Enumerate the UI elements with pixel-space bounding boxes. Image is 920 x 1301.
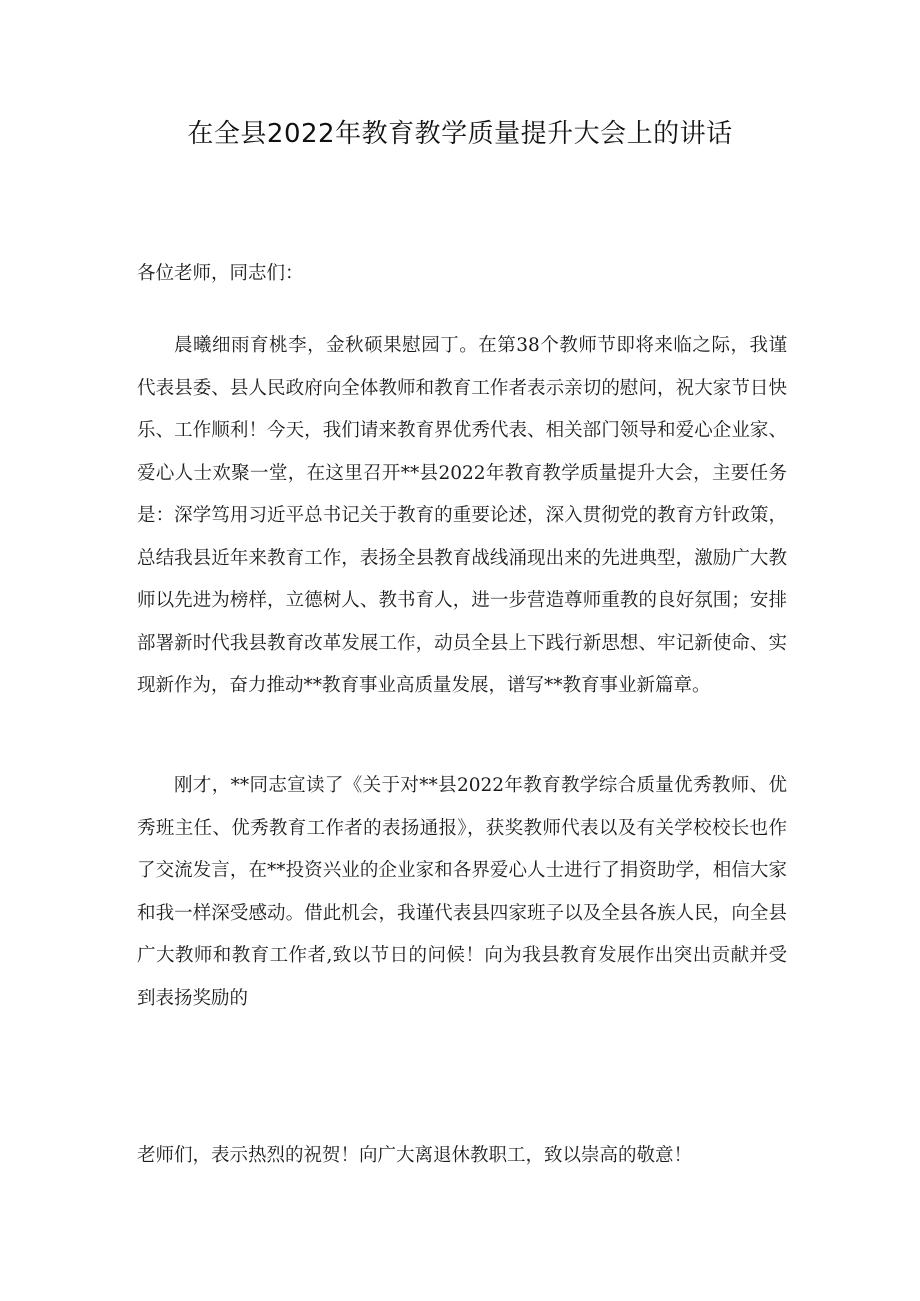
document-title: 在全县2022年教育教学质量提升大会上的讲话 — [187, 119, 733, 149]
paragraph-congratulations: 老师们，表示热烈的祝贺！向广大离退休教职工，致以崇高的敬意！ — [137, 1145, 693, 1166]
salutation: 各位老师，同志们： — [137, 263, 304, 284]
paragraph-commendation: 刚才，**同志宣读了《关于对**县2022年教育教学综合质量优秀教师、优秀班主任、优秀教育工作者的表扬通报》，获奖教师代表以及有关学校校长也作了交流发言，在**投资兴业的企业家和各界爱心人士进行了捐资助学，相信大家和我一样深受感动。借此机会，我谨代表县四家班子以及全县各族人民，向全县广大教师和教育工作者,致以节日的问候！向为我县教育发展作出突出贡献并受到表扬奖励的 — [137, 775, 787, 1009]
paragraph-opening: 晨曦细雨育桃李，金秋硕果慰园丁。在第38个教师节即将来临之际，我谨代表县委、县人民政府向全体教师和教育工作者表示亲切的慰问，祝大家节日快乐、工作顺利！今天，我们请来教育界优秀代表、相关部门领导和爱心企业家、爱心人士欢聚一堂，在这里召开**县2022年教育教学质量提升大会，主要任务是：深学笃用习近平总书记关于教育的重要论述，深入贯彻党的教育方针政策，总结我县近年来教育工作，表扬全县教育战线涌现出来的先进典型，激励广大教师以先进为榜样，立德树人、教书育人，进一步营造尊师重教的良好氛围；安排部署新时代我县教育改革发展工作，动员全县上下践行新思想、牢记新使命、实现新作为，奋力推动**教育事业高质量发展，谱写**教育事业新篇章。 — [137, 335, 787, 696]
